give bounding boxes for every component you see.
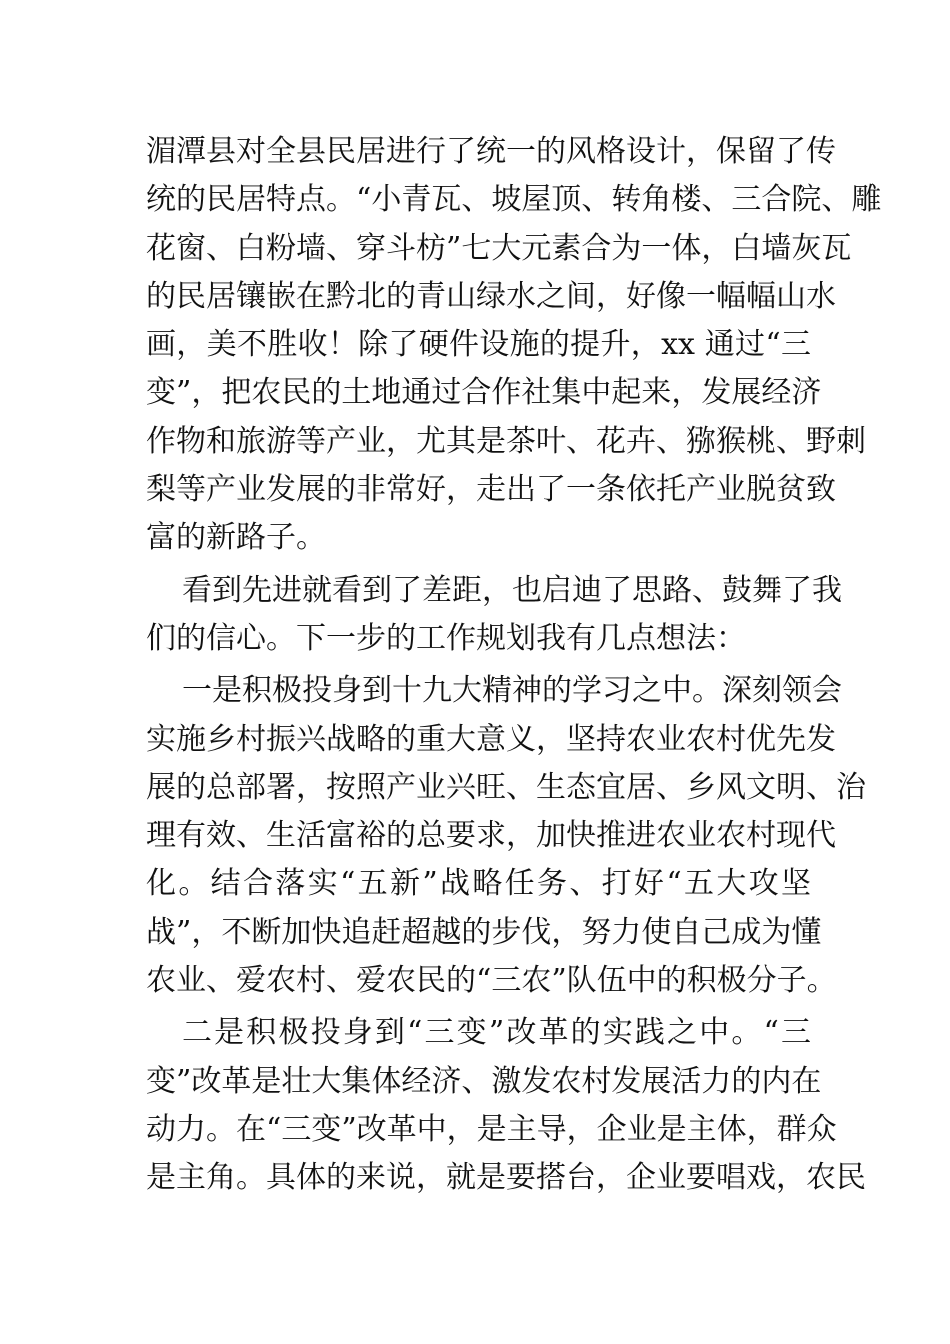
paragraph-3 <box>146 667 866 1005</box>
text-line: 统的民居特点。“小青瓦、坡屋顶、转角楼、三合院、雕 <box>146 182 882 218</box>
text-line: 动力。在“三变”改革中，是主导，企业是主体，群众 <box>146 1111 837 1147</box>
text-line: 实施乡村振兴战略的重大意义，坚持农业农村优先发 <box>146 721 836 757</box>
text-line: 一是积极投身到十九大精神的学习之中。深刻领会 <box>182 673 842 709</box>
paragraph-4 <box>146 1009 866 1202</box>
text-line: 富的新路子。 <box>146 520 326 556</box>
text-line: 变”，把农民的土地通过合作社集中起来，发展经济 <box>146 375 822 411</box>
text-line: 湄潭县对全县民居进行了统一的风格设计，保留了传 <box>146 134 836 169</box>
text-line: 展的总部署，按照产业兴旺、生态宜居、乡风文明、治 <box>146 769 866 805</box>
text-line: 理有效、生活富裕的总要求，加快推进农业农村现代 <box>146 818 836 854</box>
text-line: 画，美不胜收！除了硬件设施的提升，xx 通过“三 <box>146 327 811 363</box>
paragraph-1 <box>146 128 882 563</box>
text-line: 看到先进就看到了差距，也启迪了思路、鼓舞了我 <box>182 572 842 608</box>
text-line: 二是积极投身到“三变”改革的实践之中。“三 <box>182 1015 811 1051</box>
text-line: 们的信心。下一步的工作规划我有几点想法： <box>146 620 746 656</box>
text-line: 梨等产业发展的非常好，走出了一条依托产业脱贫致 <box>146 472 836 508</box>
text-line: 化。结合落实“五新”战略任务、打好“五大攻坚 <box>146 866 811 902</box>
text-line: 的民居镶嵌在黔北的青山绿水之间，好像一幅幅山水 <box>146 278 836 314</box>
text-line: 农业、爱农村、爱农民的“三农”队伍中的积极分子。 <box>146 963 837 999</box>
text-line: 战”，不断加快追赶超越的步伐，努力使自己成为懂 <box>146 914 822 950</box>
text-line: 作物和旅游等产业，尤其是茶叶、花卉、猕猴桃、野刺 <box>146 423 866 459</box>
text-line: 变”改革是壮大集体经济、激发农村发展活力的内在 <box>146 1063 822 1099</box>
text-line: 花窗、白粉墙、穿斗枋”七大元素合为一体，白墙灰瓦 <box>146 230 852 266</box>
body-text <box>146 128 882 1203</box>
paragraph-2 <box>146 567 842 664</box>
text-line: 是主角。具体的来说，就是要搭台，企业要唱戏，农民 <box>146 1160 866 1196</box>
